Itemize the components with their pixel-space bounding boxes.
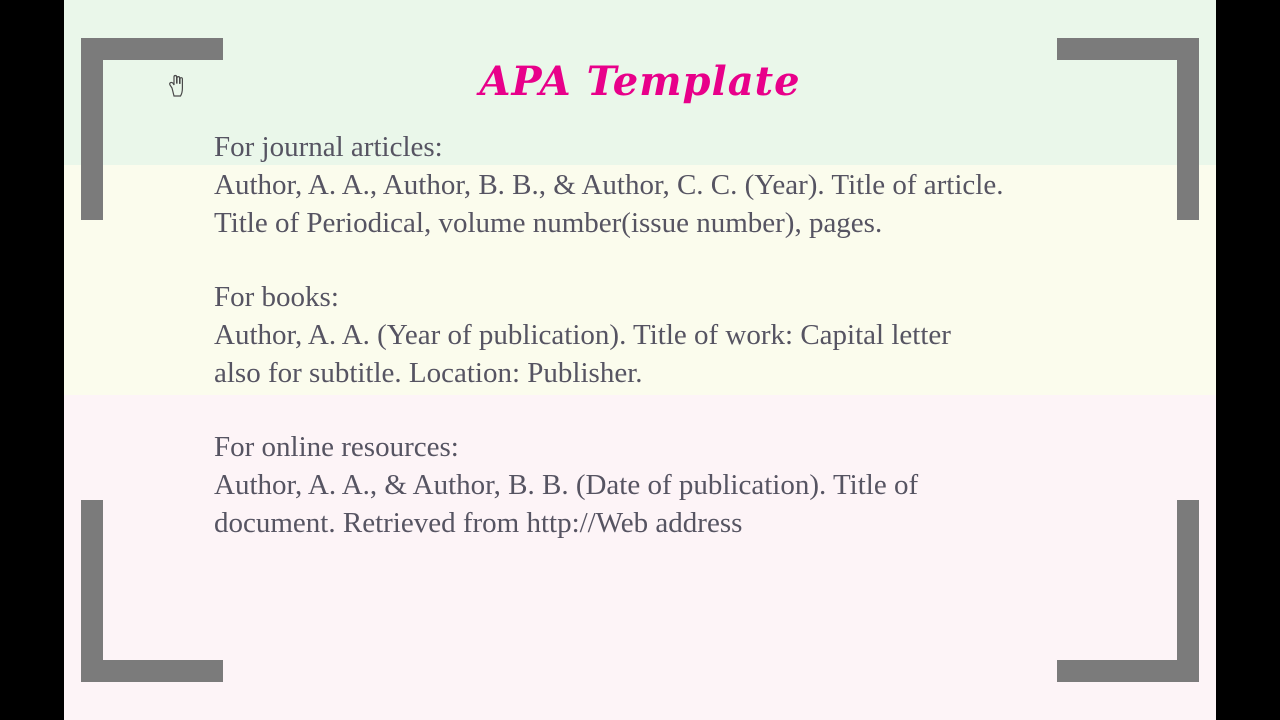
citation-heading: For online resources: <box>214 431 459 463</box>
citation-line: document. Retrieved from http://Web address <box>214 507 743 539</box>
slide-body <box>214 128 1094 542</box>
citation-block-online <box>214 428 1094 542</box>
citation-line: Author, A. A. (Year of publication). Title of work: Capital letter <box>214 319 951 351</box>
slide-page <box>64 0 1216 720</box>
slide-title: APA Template <box>479 58 801 105</box>
citation-heading: For journal articles: <box>214 131 443 163</box>
citation-line: Author, A. A., & Author, B. B. (Date of publication). Title of <box>214 469 919 501</box>
citation-line: Author, A. A., Author, B. B., & Author, C. C. (Year). Title of article. <box>214 169 1004 201</box>
citation-heading: For books: <box>214 281 339 313</box>
citation-line: Title of Periodical, volume number(issue number), pages. <box>214 207 883 239</box>
citation-line: also for subtitle. Location: Publisher. <box>214 357 643 389</box>
citation-block-books <box>214 278 1094 392</box>
citation-block-journal <box>214 128 1094 242</box>
corner-bracket-bottom-left <box>81 500 223 682</box>
